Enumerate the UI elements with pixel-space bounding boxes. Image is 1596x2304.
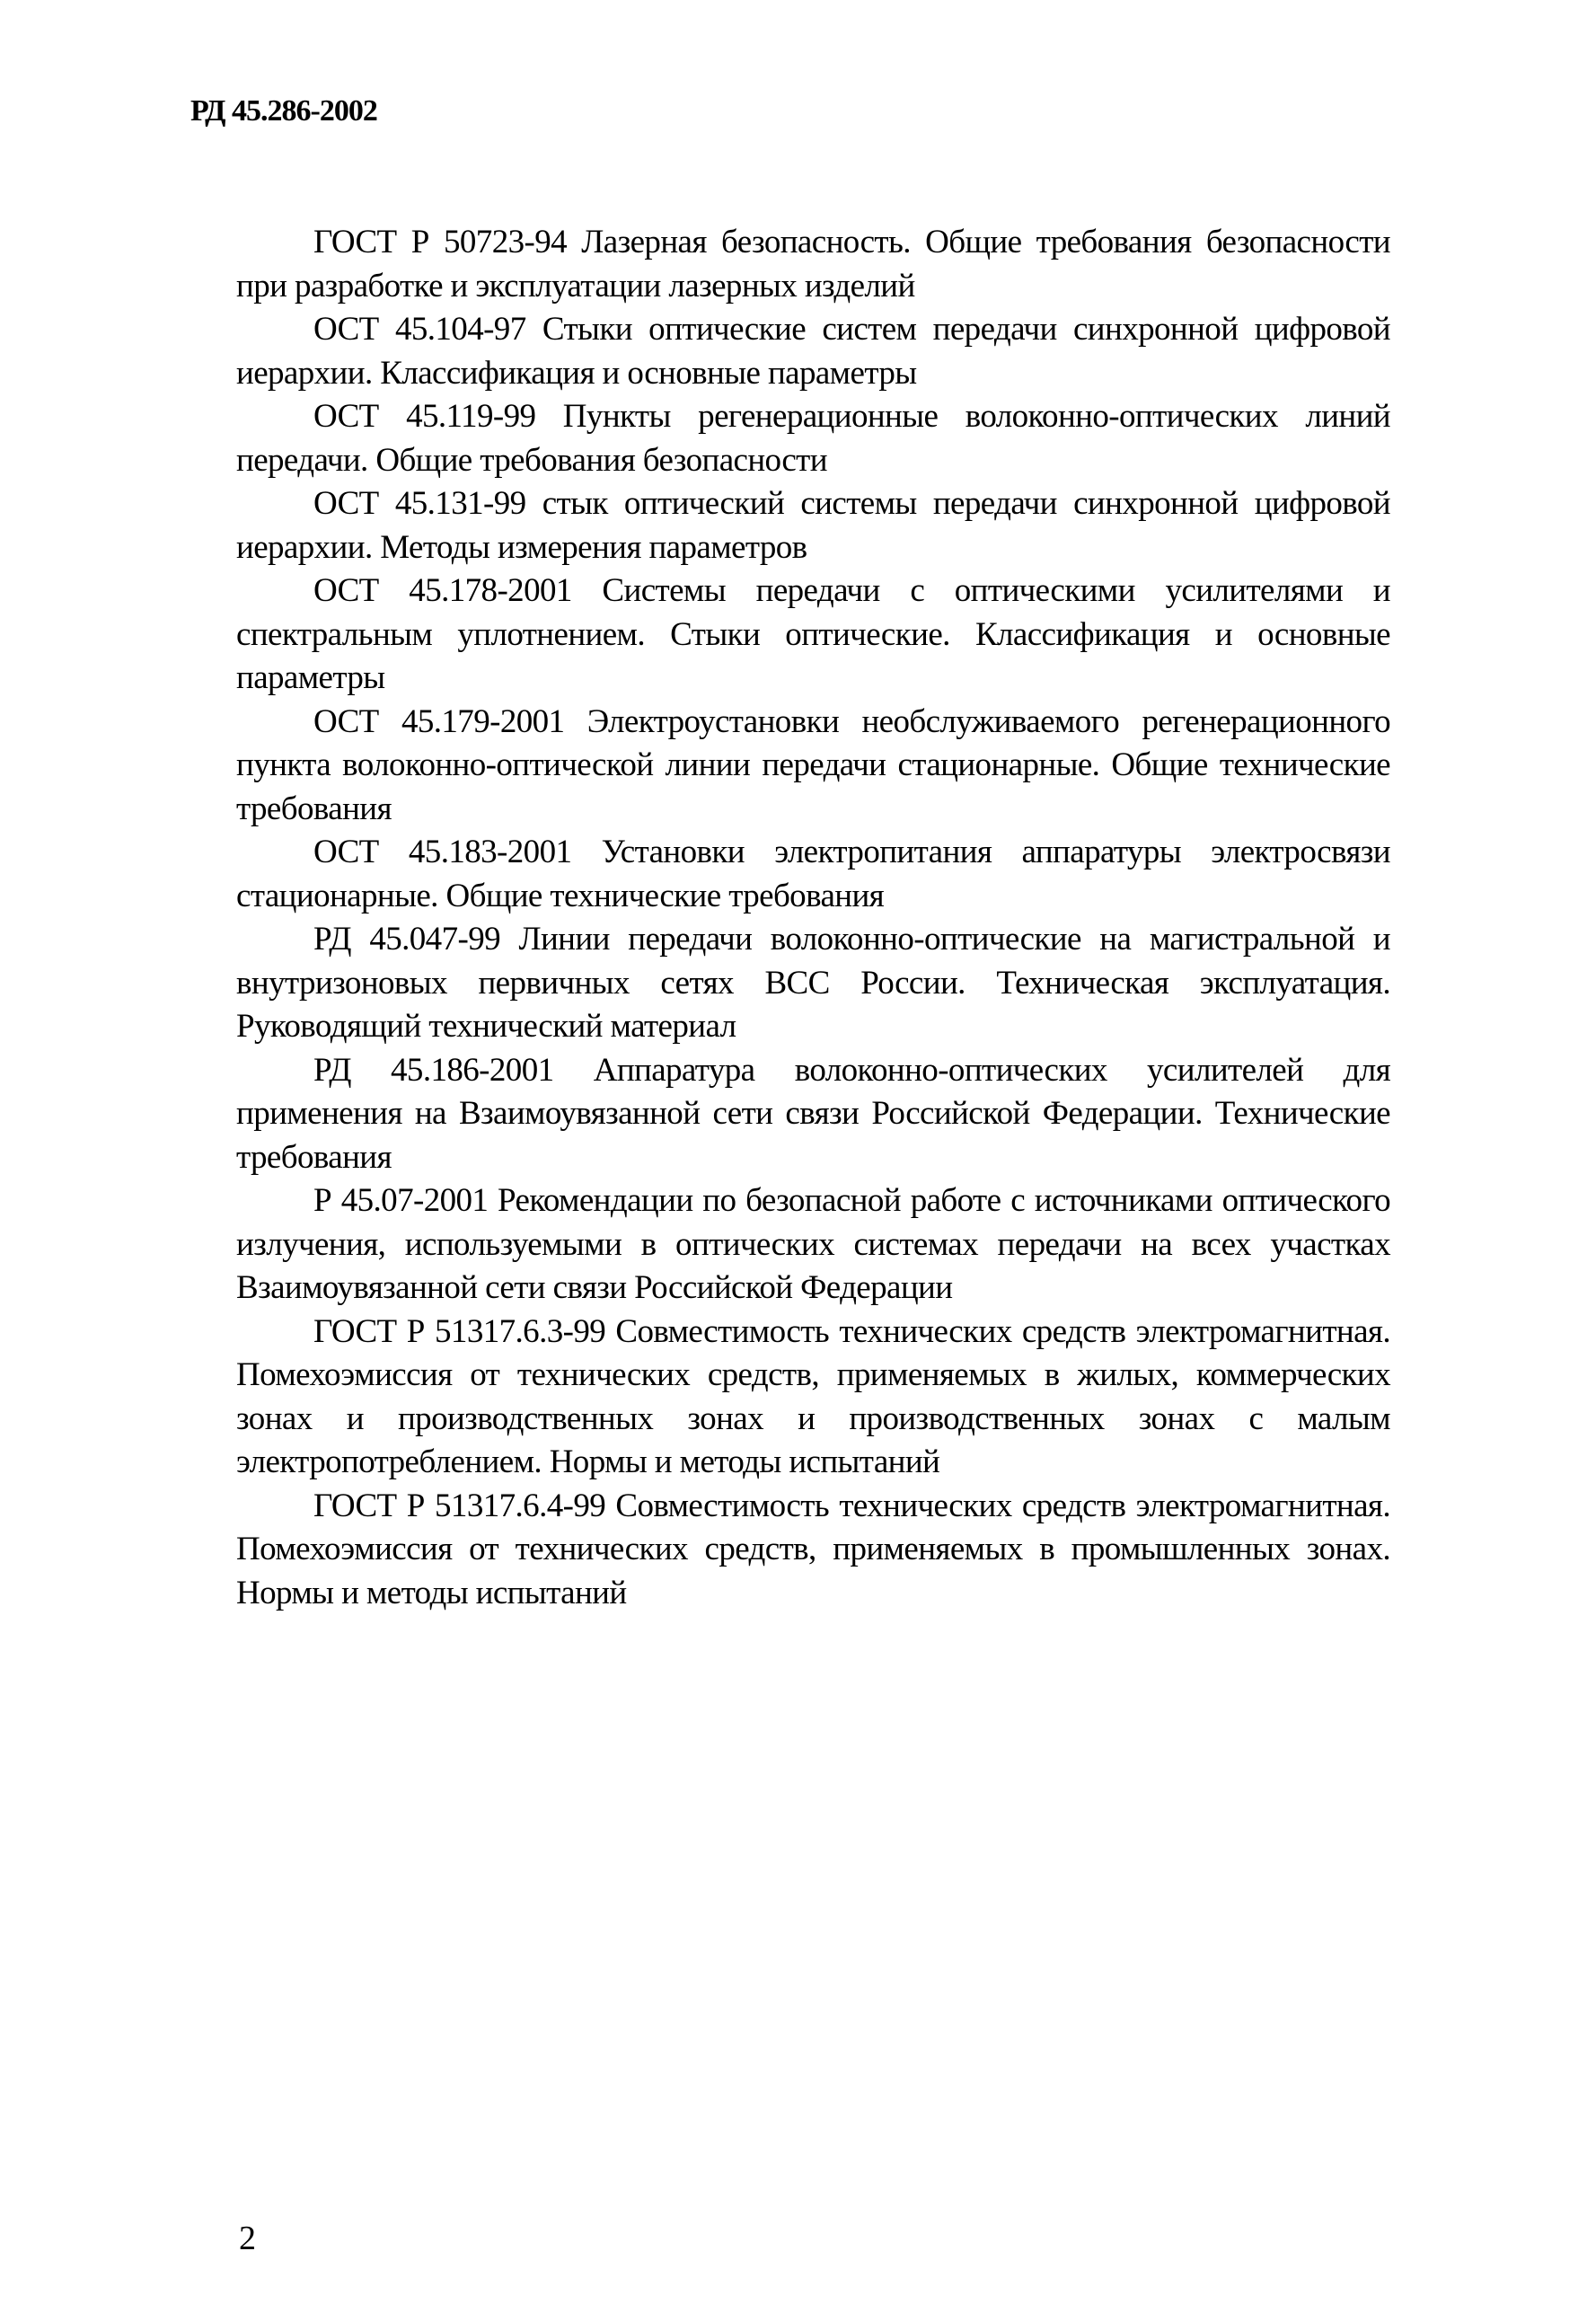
reference-item: ГОСТ Р 51317.6.4-99 Совместимость технических средств электромагнитная. Помехоэмиссия от технических средств, применяемых в промышленных зонах. Нормы и методы испытаний (236, 1487, 1390, 1611)
reference-item: ОСТ 45.179-2001 Электроустановки необслуживаемого регенерационного пункта волоконно-оптической линии передачи стационарные. Общие технические требования (236, 702, 1390, 827)
reference-item: Р 45.07-2001 Рекомендации по безопасной работе с источниками оптического излучения, используемыми в оптических системах передачи на всех участках Взаимоувязанной сети связи Российской Федерации (236, 1182, 1390, 1306)
page-number: 2 (239, 2220, 256, 2257)
reference-item: ГОСТ Р 50723-94 Лазерная безопасность. Общие требования безопасности при разработке и эксплуатации лазерных изделий (236, 224, 1390, 305)
reference-item: ОСТ 45.178-2001 Системы передачи с оптическими усилителями и спектральным уплотнением. Стыки оптические. Классификация и основные параметры (236, 572, 1390, 696)
reference-item: ГОСТ Р 51317.6.3-99 Совместимость технических средств электромагнитная. Помехоэмиссия от технических средств, применяемых в жилых, коммерческих зонах и производственных зонах и производственных зонах с малым электропотреблением. Нормы и методы испытаний (236, 1312, 1390, 1480)
reference-item: ОСТ 45.104-97 Стыки оптические систем передачи синхронной цифровой иерархии. Классификация и основные параметры (236, 311, 1390, 392)
reference-item: ОСТ 45.119-99 Пункты регенерационные волоконно-оптических линий передачи. Общие требования безопасности (236, 398, 1390, 479)
reference-item: РД 45.047-99 Линии передачи волоконно-оптические на магистральной и внутризоновых первичных сетях ВСС России. Техническая эксплуатация. Руководящий технический материал (236, 921, 1390, 1045)
reference-item: РД 45.186-2001 Аппаратура волоконно-оптических усилителей для применения на Взаимоувязанной сети связи Российской Федерации. Технические требования (236, 1051, 1390, 1176)
document-code-header: РД 45.286-2002 (190, 94, 377, 128)
reference-list (236, 221, 1390, 1615)
reference-item: ОСТ 45.131-99 стык оптический системы передачи синхронной цифровой иерархии. Методы измерения параметров (236, 485, 1390, 566)
reference-item: ОСТ 45.183-2001 Установки электропитания аппаратуры электросвязи стационарные. Общие технические требования (236, 834, 1390, 914)
